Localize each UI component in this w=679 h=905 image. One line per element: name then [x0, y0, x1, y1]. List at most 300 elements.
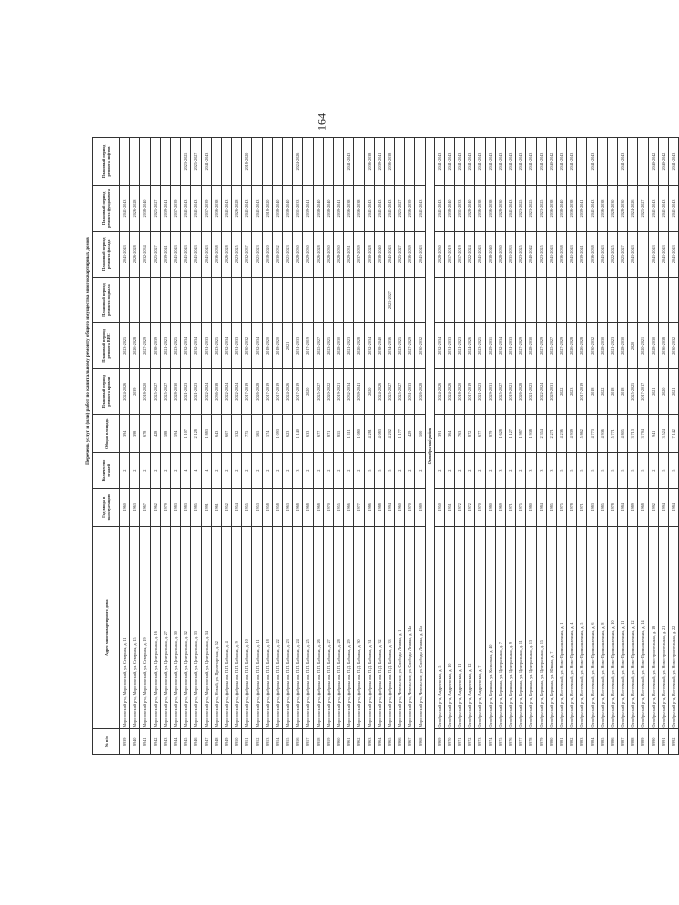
cell-n: 8959 [323, 729, 333, 755]
cell-area: 428 [150, 415, 160, 453]
table-row [526, 138, 536, 755]
cell-year: 1989 [415, 488, 425, 526]
cell-facade: 2041-2043 [567, 231, 577, 277]
cell-n: 8969 [434, 729, 444, 755]
cell-roof: 2026-2028 [415, 369, 425, 415]
cell-lift: 2041-2043 [495, 138, 505, 186]
cell-roof: 2021 [648, 369, 658, 415]
cell-vis: 2021-2023 [344, 323, 354, 369]
cell-basement [140, 277, 150, 323]
cell-facade: 2029-2031 [344, 231, 354, 277]
cell-vis: 2031-2033 [505, 323, 515, 369]
cell-facade: 2030-2028 [364, 231, 374, 277]
cell-year: 1963 [130, 488, 140, 526]
cell-foundation: 2041-2043 [181, 186, 191, 232]
table-row [150, 138, 160, 755]
cell-facade: 2021-2023 [283, 231, 293, 277]
table-row [232, 138, 242, 755]
cell-lift [140, 138, 150, 186]
cell-basement [658, 277, 668, 323]
cell-basement [303, 277, 313, 323]
cell-vis: 2030-2032 [415, 323, 425, 369]
cell-facade: 2041-2043 [546, 231, 556, 277]
cell-year: 1971 [577, 488, 587, 526]
cell-year: 1979 [160, 488, 170, 526]
cell-n: 8940 [130, 729, 140, 755]
cell-floors: 5 [607, 453, 617, 488]
cell-lift [628, 138, 638, 186]
cell-lift [120, 138, 130, 186]
cell-facade: 2036-2038 [587, 231, 597, 277]
cell-address: Октябрьский р-н, Андреевская, д. 10 [444, 526, 454, 728]
table-row [170, 138, 180, 755]
cell-basement [252, 277, 262, 323]
cell-roof: 2018 [618, 369, 628, 415]
cell-vis: 2028-2030 [597, 323, 607, 369]
cell-roof: 2021-2023 [181, 369, 191, 415]
cell-roof: 2024-2026 [283, 369, 293, 415]
cell-roof: 2021-2023 [526, 369, 536, 415]
cell-area: 500 [415, 415, 425, 453]
cell-lift [638, 138, 648, 186]
header-address: Адрес многоквартирного дома [93, 526, 120, 728]
cell-vis: 2032-2034 [252, 323, 262, 369]
cell-n: 8964 [374, 729, 384, 755]
cell-address: Морозовский р-н, Чепельское, ул. Свободы Ленина, д. 34а [405, 526, 415, 728]
cell-basement [536, 277, 546, 323]
header-roof: Плановый период ремонта кровли [93, 369, 120, 415]
cell-address: Морозовский р-н, фабрика им. П.П. Бабкина, д. 18 [262, 526, 272, 728]
cell-area: 677 [313, 415, 323, 453]
cell-area: 1 093 [272, 415, 282, 453]
table-row [415, 138, 425, 755]
cell-roof: 2020 [658, 369, 668, 415]
cell-basement [516, 277, 526, 323]
cell-facade: 2022-2024 [465, 231, 475, 277]
cell-foundation: 2041-2043 [120, 186, 130, 232]
header-year: Год ввода в эксплуатацию [93, 488, 120, 526]
cell-n: 8979 [536, 729, 546, 755]
cell-foundation: 2024-2026 [628, 186, 638, 232]
cell-year: 1984 [618, 488, 628, 526]
cell-area: 588 [160, 415, 170, 453]
cell-floors: 2 [170, 453, 180, 488]
cell-basement [495, 277, 505, 323]
cell-lift: 2041-2043 [536, 138, 546, 186]
cell-area: 1 177 [395, 415, 405, 453]
cell-area: 364 [444, 415, 454, 453]
cell-basement [130, 277, 140, 323]
cell-lift: 2041-2043 [516, 138, 526, 186]
cell-lift [607, 138, 617, 186]
table-row [495, 138, 505, 755]
cell-floors: 5 [618, 453, 628, 488]
header-vis: Плановый период ремонта ВИС [93, 323, 120, 369]
cell-address: Октябрьский р-н, Восточный, ул. Ново-Промышленная, д. 10 [607, 526, 617, 728]
cell-year: 1970 [323, 488, 333, 526]
cell-vis: 2025-2027 [546, 323, 556, 369]
cell-address: Морозовский р-н, Морозовский, ул. Северная, д. 11 [120, 526, 130, 728]
cell-vis: 2032-2034 [191, 323, 201, 369]
table-section-row [425, 138, 434, 755]
cell-lift [150, 138, 160, 186]
table-row [434, 138, 444, 755]
cell-area: 4 936 [597, 415, 607, 453]
table-row [201, 138, 211, 755]
cell-floors: 2 [354, 453, 364, 488]
cell-roof: 2022 [556, 369, 566, 415]
cell-lift: 2036-2038 [364, 138, 374, 186]
cell-address: Октябрьский р-н, Бершная, ул. Центральная, д. 15 [536, 526, 546, 728]
cell-facade: 2039-2041 [160, 231, 170, 277]
cell-address: Октябрьский р-н, Бершная, ул. Центральная, д. 11 [516, 526, 526, 728]
cell-basement [587, 277, 597, 323]
cell-roof: 2022-2024 [536, 369, 546, 415]
cell-floors: 5 [567, 453, 577, 488]
cell-year: 1954 [232, 488, 242, 526]
cell-basement [313, 277, 323, 323]
cell-foundation: 2028-2030 [495, 186, 505, 232]
cell-n: 8984 [587, 729, 597, 755]
cell-n: 8980 [546, 729, 556, 755]
cell-year: 1972 [455, 488, 465, 526]
cell-area: 872 [465, 415, 475, 453]
table-row [364, 138, 374, 755]
cell-facade: 2041-2043 [648, 231, 658, 277]
cell-facade: 2041-2043 [201, 231, 211, 277]
cell-vis: 2038-2040 [374, 323, 384, 369]
cell-lift: 2040-2042 [648, 138, 658, 186]
cell-address: Морозовский р-н, фабрика им. П.П. Бабкина, д. 24 [293, 526, 303, 728]
cell-floors: 2 [211, 453, 221, 488]
cell-floors: 2 [272, 453, 282, 488]
cell-facade: 2036-2039 [405, 231, 415, 277]
cell-foundation: 2038-2040 [140, 186, 150, 232]
cell-lift [160, 138, 170, 186]
cell-facade: 2032-2034 [140, 231, 150, 277]
table-row [516, 138, 526, 755]
table-row [395, 138, 405, 755]
cell-facade: 2029-2030 [303, 231, 313, 277]
cell-area: 4 939 [567, 415, 577, 453]
cell-foundation: 2039-2041 [333, 186, 343, 232]
cell-foundation: 2038-2040 [556, 186, 566, 232]
cell-vis: 2032-2034 [364, 323, 374, 369]
cell-lift [272, 138, 282, 186]
cell-facade: 2017-2019 [444, 231, 454, 277]
cell-floors: 2 [283, 453, 293, 488]
cell-vis: 2020 [628, 323, 638, 369]
cell-year: 1968 [293, 488, 303, 526]
cell-roof: 2022-2024 [232, 369, 242, 415]
cell-area: 1 107 [181, 415, 191, 453]
cell-foundation: 2026-2028 [130, 186, 140, 232]
header-lift: Плановый период ремонта лифтов [93, 138, 120, 186]
cell-basement [333, 277, 343, 323]
cell-foundation: 2031-2033 [455, 186, 465, 232]
cell-foundation: 2036-2038 [546, 186, 556, 232]
cell-basement [556, 277, 566, 323]
cell-roof: 2019-2021 [505, 369, 515, 415]
cell-year: 1989 [628, 488, 638, 526]
cell-lift [221, 138, 231, 186]
cell-address: Морозовский р-н, Морозовский, ул. Центральная, д. 34 [201, 526, 211, 728]
cell-vis: 2026-2028 [577, 323, 587, 369]
cell-lift [597, 138, 607, 186]
cell-vis: 2034-2036 [384, 323, 394, 369]
cell-lift [232, 138, 242, 186]
cell-address: Морозовский р-н, фабрика им. П.П. Бабкина, д. 23 [283, 526, 293, 728]
cell-foundation: 2039-2041 [303, 186, 313, 232]
cell-facade: 2041-2043 [191, 231, 201, 277]
cell-address: Октябрьский р-н, Бершная, ул. Центральная, д. 9 [505, 526, 515, 728]
cell-year: 1963 [283, 488, 293, 526]
cell-address: Морозовский р-н, фабрика им. П.П. Бабкина, д. 9 [232, 526, 242, 728]
table-row [293, 138, 303, 755]
cell-address: Октябрьский р-н, Восточный, ул. Ново-Промышленная, д. 5 [577, 526, 587, 728]
cell-lift: 2041-2043 [668, 138, 678, 186]
cell-roof: 2017-2019 [272, 369, 282, 415]
cell-n: 8955 [283, 729, 293, 755]
cell-floors: 2 [150, 453, 160, 488]
cell-floors: 3 [536, 453, 546, 488]
cell-n: 8986 [607, 729, 617, 755]
cell-roof: 2031-2033 [405, 369, 415, 415]
cell-n: 8950 [232, 729, 242, 755]
table-row [618, 138, 628, 755]
cell-vis: 2032-2034 [221, 323, 231, 369]
cell-facade: 2036-2038 [211, 231, 221, 277]
cell-facade: 2026-2028 [221, 231, 231, 277]
cell-area: 565 [252, 415, 262, 453]
cell-vis: 2029-2031 [485, 323, 495, 369]
cell-floors: 2 [455, 453, 465, 488]
cell-basement [354, 277, 364, 323]
cell-vis: 2027-2029 [536, 323, 546, 369]
cell-area: 594 [170, 415, 180, 453]
cell-n: 8948 [211, 729, 221, 755]
cell-foundation: 2023-2025 [516, 186, 526, 232]
cell-year: 1968 [638, 488, 648, 526]
cell-basement [323, 277, 333, 323]
cell-lift [170, 138, 180, 186]
cell-vis: 2030-2032 [242, 323, 252, 369]
cell-address: Октябрьский р-н, Восточный, ул. Ново-Промышленная, д. 14 [638, 526, 648, 728]
cell-floors: 5 [587, 453, 597, 488]
cell-facade: 2032-2037 [242, 231, 252, 277]
cell-roof: 2020 [303, 369, 313, 415]
cell-n: 8989 [638, 729, 648, 755]
cell-facade: 2041-2043 [170, 231, 180, 277]
cell-floors: 4 [181, 453, 191, 488]
cell-basement [638, 277, 648, 323]
cell-floors: 5 [374, 453, 384, 488]
cell-roof: 2020-2022 [323, 369, 333, 415]
cell-address: Морозовский р-н, фабрика им. П.П. Бабкина, д. 11 [252, 526, 262, 728]
cell-roof: 2024-2026 [434, 369, 444, 415]
cell-area: 7 142 [668, 415, 678, 453]
cell-facade: 2028-2030 [293, 231, 303, 277]
table-row [577, 138, 587, 755]
cell-year: 1983 [181, 488, 191, 526]
cell-n: 8973 [475, 729, 485, 755]
cell-lift [577, 138, 587, 186]
cell-basement [648, 277, 658, 323]
cell-year: 1991 [201, 488, 211, 526]
cell-floors: 2 [344, 453, 354, 488]
cell-roof: 2029-2031 [485, 369, 495, 415]
cell-vis: 2030-2032 [587, 323, 597, 369]
cell-n: 8985 [597, 729, 607, 755]
cell-facade: 2025-2027 [618, 231, 628, 277]
cell-basement [455, 277, 465, 323]
cell-floors: 5 [577, 453, 587, 488]
cell-floors: 3 [526, 453, 536, 488]
cell-vis: 2021-2023 [607, 323, 617, 369]
cell-floors: 2 [405, 453, 415, 488]
cell-area: 3 524 [658, 415, 668, 453]
cell-n: 8972 [465, 729, 475, 755]
cell-roof: 2025-2027 [384, 369, 394, 415]
cell-roof: 2026-2028 [516, 369, 526, 415]
cell-area: 855 [333, 415, 343, 453]
cell-year: 1970 [475, 488, 485, 526]
cell-floors: 2 [323, 453, 333, 488]
cell-lift: 2041-2043 [434, 138, 444, 186]
cell-lift: 2041-2043 [475, 138, 485, 186]
cell-n: 8977 [516, 729, 526, 755]
cell-area: 391 [434, 415, 444, 453]
table-row [475, 138, 485, 755]
table-row [252, 138, 262, 755]
table-body [120, 138, 679, 755]
cell-roof: 2018 [587, 369, 597, 415]
cell-area: 5 771 [607, 415, 617, 453]
table-row [160, 138, 170, 755]
cell-year: 1983 [587, 488, 597, 526]
cell-basement [364, 277, 374, 323]
cell-area: 1 140 [293, 415, 303, 453]
cell-vis: 2028-2030 [526, 323, 536, 369]
cell-basement [485, 277, 495, 323]
cell-address: Октябрьский р-н, Бершная, ул. Центральная, д. 7 [495, 526, 505, 728]
cell-n: 8949 [221, 729, 231, 755]
cell-n: 8991 [658, 729, 668, 755]
table-row [567, 138, 577, 755]
cell-n: 8947 [201, 729, 211, 755]
cell-roof: 2018 [607, 369, 617, 415]
cell-basement [191, 277, 201, 323]
cell-n: 8943 [160, 729, 170, 755]
cell-basement [262, 277, 272, 323]
cell-n: 8963 [364, 729, 374, 755]
cell-facade: 2026-2028 [130, 231, 140, 277]
cell-basement [465, 277, 475, 323]
cell-n: 8958 [313, 729, 323, 755]
cell-basement [344, 277, 354, 323]
cell-facade [638, 231, 648, 277]
cell-n: 8942 [150, 729, 160, 755]
cell-year: 1977 [354, 488, 364, 526]
cell-area: 1 628 [495, 415, 505, 453]
table-row [303, 138, 313, 755]
cell-year: 1951 [444, 488, 454, 526]
cell-year: 1985 [546, 488, 556, 526]
cell-foundation: 2041-2043 [415, 186, 425, 232]
cell-year: 1968 [303, 488, 313, 526]
cell-foundation: 2036-2038 [485, 186, 495, 232]
cell-floors: 5 [597, 453, 607, 488]
cell-n: 8952 [252, 729, 262, 755]
cell-basement [232, 277, 242, 323]
cell-foundation: 2038-2040 [283, 186, 293, 232]
cell-vis: 2026-2028 [354, 323, 364, 369]
cell-floors: 5 [668, 453, 678, 488]
cell-year: 1961 [211, 488, 221, 526]
cell-lift: 2041-2043 [618, 138, 628, 186]
cell-address: Октябрьский р-н, Восточный, ул. Ново-Промышленная, д. 1 [556, 526, 566, 728]
table-row [242, 138, 252, 755]
cell-area: 4 202 [384, 415, 394, 453]
cell-roof: 2017-2019 [293, 369, 303, 415]
cell-area: 4 281 [364, 415, 374, 453]
cell-facade: 2028-2030 [434, 231, 444, 277]
cell-floors: 4 [191, 453, 201, 488]
cell-foundation: 2039-2041 [577, 186, 587, 232]
cell-year: 1952 [221, 488, 231, 526]
cell-roof: 2025-2027 [313, 369, 323, 415]
cell-foundation: 2041-2043 [658, 186, 668, 232]
table-row [444, 138, 454, 755]
cell-foundation: 2041-2043 [191, 186, 201, 232]
cell-floors: 2 [221, 453, 231, 488]
table-row [323, 138, 333, 755]
cell-foundation: 2041-2043 [364, 186, 374, 232]
cell-foundation: 2018-2020 [262, 186, 272, 232]
cell-year: 1950 [434, 488, 444, 526]
cell-basement [283, 277, 293, 323]
cell-roof: 2018-2020 [140, 369, 150, 415]
header-basement: Плановый период ремонта подвала [93, 277, 120, 323]
cell-foundation: 2028-2030 [618, 186, 628, 232]
cell-address: Морозовский р-н, фабрика им. П.П. Бабкина, д. 25 [303, 526, 313, 728]
cell-roof: 2025-2027 [495, 369, 505, 415]
cell-address: Морозовский р-н, фабрика им. П.Д. Бабкина, д. 30 [354, 526, 364, 728]
cell-lift: 2036-2038 [384, 138, 394, 186]
cell-address: Морозовский р-н, фабрика им. П.Д. Бабкина, д. 31 [364, 526, 374, 728]
cell-n: 8962 [354, 729, 364, 755]
cell-lift [283, 138, 293, 186]
cell-roof: 2039 [130, 369, 140, 415]
cell-facade: 2041-2043 [668, 231, 678, 277]
cell-address: Октябрьский р-н, Восточный, ул. Ново-Промышленная, д. 6 [587, 526, 597, 728]
cell-lift [333, 138, 343, 186]
cell-floors: 2 [485, 453, 495, 488]
cell-year: 1971 [505, 488, 515, 526]
cell-facade: 2041-2043 [384, 231, 394, 277]
cell-foundation: 2041-2043 [648, 186, 658, 232]
cell-n: 8961 [344, 729, 354, 755]
cell-basement [618, 277, 628, 323]
cell-area: 607 [221, 415, 231, 453]
cell-lift: 2041-2043 [465, 138, 475, 186]
cell-vis: 2027-2029 [516, 323, 526, 369]
cell-address: Октябрьский р-н, Восточный, ул. Ново-Промышленная, д. 4 [567, 526, 577, 728]
cell-year: 1953 [252, 488, 262, 526]
cell-facade: 2026-2028 [313, 231, 323, 277]
table-row [536, 138, 546, 755]
cell-year: 1994 [658, 488, 668, 526]
